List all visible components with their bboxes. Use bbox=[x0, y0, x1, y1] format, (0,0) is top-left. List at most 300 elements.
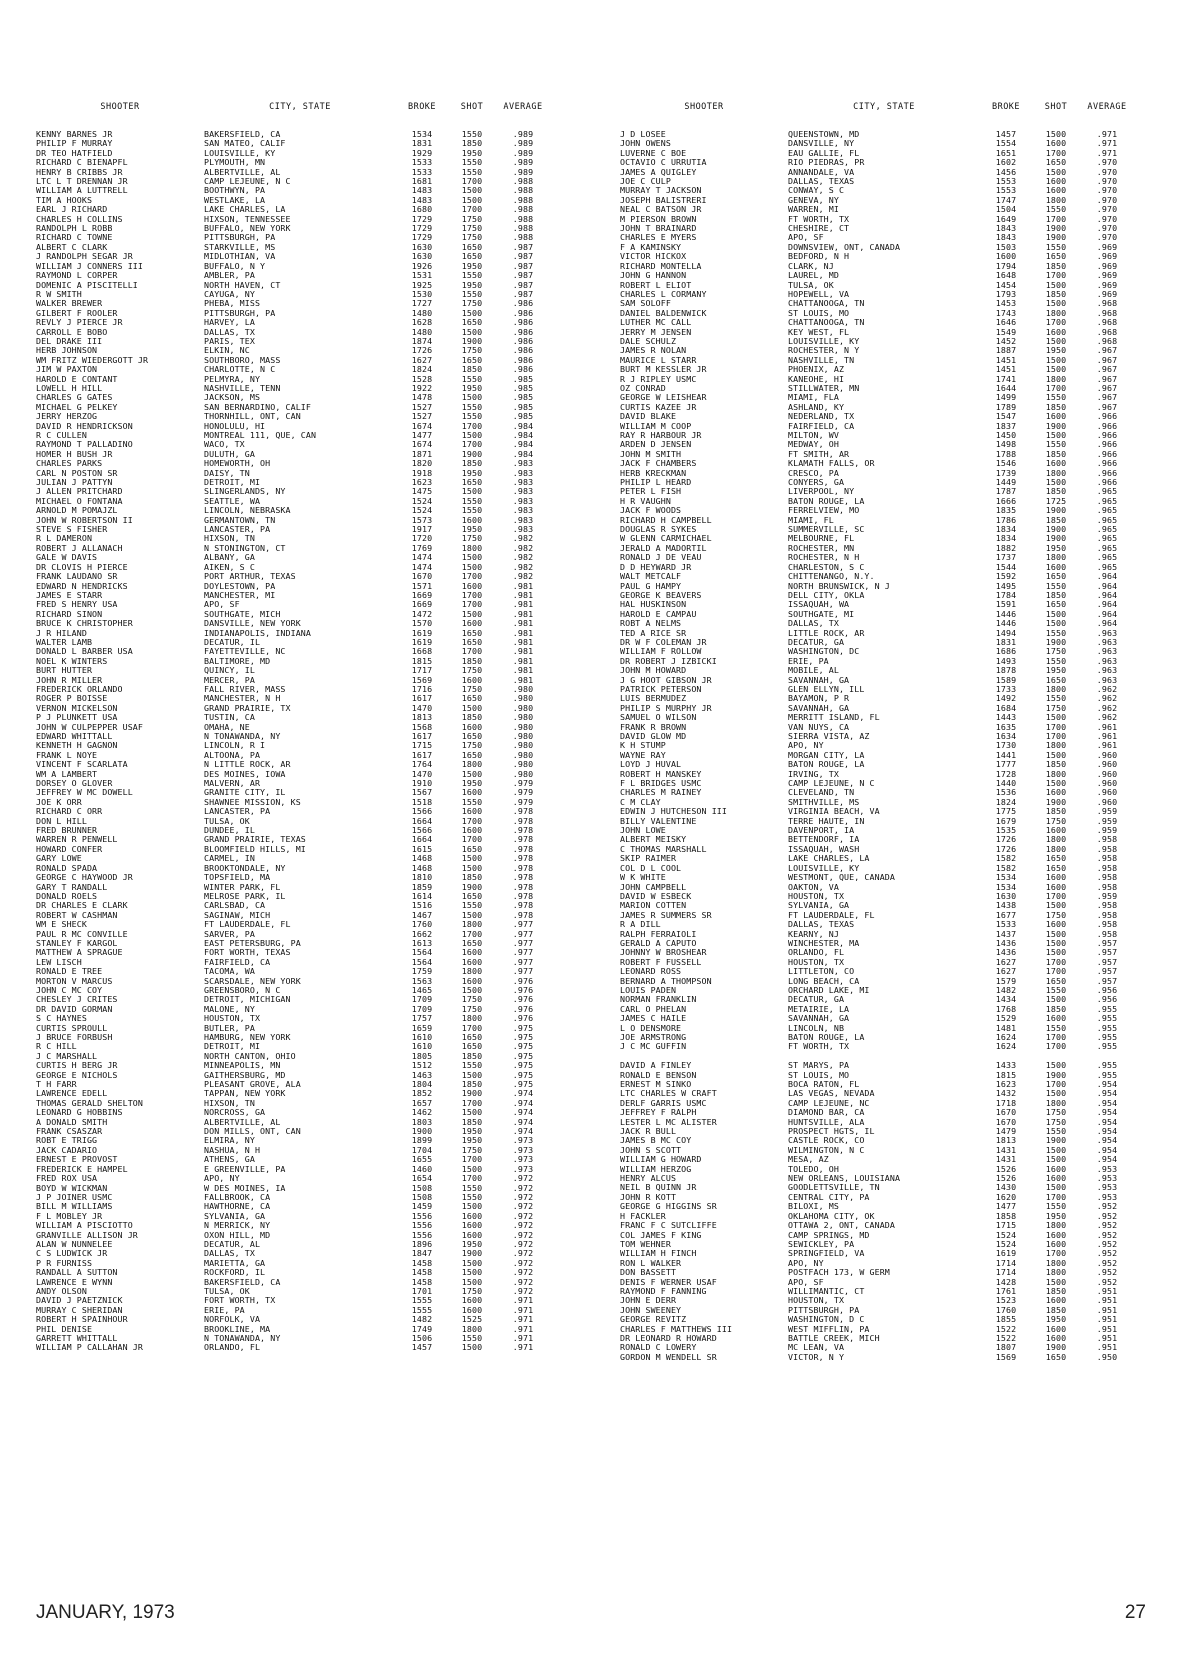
shot-count: 1600 bbox=[1045, 412, 1067, 422]
table-row bbox=[36, 1174, 626, 1183]
shooter-name: JERALD A MADORTIL bbox=[620, 543, 707, 553]
broke-count: 1477 bbox=[995, 1202, 1017, 1212]
broke-count: 1834 bbox=[995, 534, 1017, 544]
city-state: CASTLE ROCK, CO bbox=[788, 1136, 865, 1146]
average: .970 bbox=[1096, 195, 1118, 205]
table-row bbox=[36, 995, 626, 1004]
shooter-name: HERB KRECKMAN bbox=[620, 468, 687, 478]
shooter-name: CARROLL E BOBO bbox=[36, 327, 108, 337]
broke-count: 1610 bbox=[411, 1042, 433, 1052]
shot-count: 1700 bbox=[461, 421, 483, 431]
city-state: KLAMATH FALLS, OR bbox=[788, 459, 875, 469]
shooter-name: RAYMOND F FANNING bbox=[620, 1286, 707, 1296]
shooter-name: WILLIAM M COOP bbox=[620, 421, 692, 431]
page-number: 27 bbox=[1124, 1602, 1146, 1623]
shot-count: 1550 bbox=[461, 271, 483, 281]
broke-count: 1831 bbox=[995, 637, 1017, 647]
average: .987 bbox=[512, 271, 534, 281]
shot-count: 1700 bbox=[1045, 1192, 1067, 1202]
broke-count: 1815 bbox=[411, 656, 433, 666]
broke-count: 1760 bbox=[411, 920, 433, 930]
average: .976 bbox=[512, 1004, 534, 1014]
average: .980 bbox=[512, 703, 534, 713]
city-state: ANNANDALE, VA bbox=[788, 167, 855, 177]
average: .952 bbox=[1096, 1239, 1118, 1249]
table-row bbox=[620, 290, 1200, 299]
broke-count: 1714 bbox=[995, 1268, 1017, 1278]
average: .989 bbox=[512, 167, 534, 177]
shooter-name: WILLIAM P CALLAHAN JR bbox=[36, 1343, 143, 1353]
city-state: PHEBA, MISS bbox=[204, 299, 261, 309]
city-state: WASHINGTON, DC bbox=[788, 647, 860, 657]
broke-count: 1463 bbox=[411, 1070, 433, 1080]
shot-count: 1600 bbox=[1045, 459, 1067, 469]
shooter-name: DR CLOVIS H PIERCE bbox=[36, 562, 128, 572]
average: .985 bbox=[512, 412, 534, 422]
city-state: STILLWATER, MN bbox=[788, 383, 860, 393]
shot-count: 1700 bbox=[461, 816, 483, 826]
broke-count: 1824 bbox=[411, 365, 433, 375]
city-state: IRVING, TX bbox=[788, 769, 839, 779]
broke-count: 1644 bbox=[995, 383, 1017, 393]
table-row bbox=[36, 215, 626, 224]
city-state: ISSAQUAH, WA bbox=[788, 600, 850, 610]
shooter-name: PHILIP L HEARD bbox=[620, 478, 692, 488]
shooter-name: RICHARD H CAMPBELL bbox=[620, 515, 712, 525]
shooter-name: P R FURNISS bbox=[36, 1258, 93, 1268]
average: .967 bbox=[1096, 393, 1118, 403]
shooter-name: RICHARD C TOWNE bbox=[36, 233, 113, 243]
average: .962 bbox=[1096, 694, 1118, 704]
city-state: PELMYRA, NY bbox=[204, 374, 261, 384]
city-state: CHESHIRE, CT bbox=[788, 224, 850, 234]
shooter-name: NORMAN FRANKLIN bbox=[620, 995, 697, 1005]
city-state: WINTER PARK, FL bbox=[204, 882, 281, 892]
city-state: KANEOHE, HI bbox=[788, 374, 845, 384]
shot-count: 1500 bbox=[1045, 948, 1067, 958]
broke-count: 1726 bbox=[411, 346, 433, 356]
shot-count: 1850 bbox=[1045, 1004, 1067, 1014]
shot-count: 1750 bbox=[1045, 1117, 1067, 1127]
broke-count: 1805 bbox=[411, 1051, 433, 1061]
average: .986 bbox=[512, 336, 534, 346]
average: .959 bbox=[1096, 807, 1118, 817]
shooter-name: CHARLES G GATES bbox=[36, 393, 113, 403]
shooter-name: ALAN W NUNNELEE bbox=[36, 1239, 113, 1249]
broke-count: 1483 bbox=[411, 195, 433, 205]
average: .979 bbox=[512, 788, 534, 798]
broke-count: 1529 bbox=[995, 1014, 1017, 1024]
city-state: DAISY, TN bbox=[204, 468, 250, 478]
shot-count: 1750 bbox=[1045, 647, 1067, 657]
broke-count: 1810 bbox=[411, 873, 433, 883]
table-row bbox=[620, 1136, 1200, 1145]
broke-count: 1807 bbox=[995, 1343, 1017, 1353]
city-state: FT WORTH, TX bbox=[788, 214, 850, 224]
average: .970 bbox=[1096, 205, 1118, 215]
shooter-name: CURTIS H BERG JR bbox=[36, 1061, 118, 1071]
shooter-name: JEFFREY F RALPH bbox=[620, 1108, 697, 1118]
shot-count: 1600 bbox=[1045, 873, 1067, 883]
average: .970 bbox=[1096, 186, 1118, 196]
shot-count: 1650 bbox=[461, 252, 483, 262]
broke-count: 1815 bbox=[995, 1070, 1017, 1080]
shooter-name: GEORGE REVITZ bbox=[620, 1315, 687, 1325]
broke-count: 1556 bbox=[411, 1221, 433, 1231]
shooter-name: LUIS BERMUDEZ bbox=[620, 694, 687, 704]
broke-count: 1535 bbox=[995, 826, 1017, 836]
broke-count: 1624 bbox=[995, 1033, 1017, 1042]
table-row bbox=[620, 1099, 1200, 1108]
shooter-name: WILLIAM A PISCIOTTO bbox=[36, 1221, 133, 1231]
table-row bbox=[36, 290, 626, 299]
broke-count: 1709 bbox=[411, 1004, 433, 1014]
city-state: CARMEL, IN bbox=[204, 854, 255, 864]
city-state: ISSAQUAH, WASH bbox=[788, 844, 860, 854]
broke-count: 1508 bbox=[411, 1192, 433, 1202]
table-row bbox=[620, 158, 1200, 167]
shooter-name: WM FRITZ WIEDERGOTT JR bbox=[36, 355, 149, 365]
city-state: BETTENDORF, IA bbox=[788, 835, 860, 845]
shot-count: 1700 bbox=[1045, 722, 1067, 732]
broke-count: 1669 bbox=[411, 590, 433, 600]
average: .980 bbox=[512, 713, 534, 723]
table-row bbox=[36, 186, 626, 195]
shooter-name: JULIAN J PATTYN bbox=[36, 478, 113, 488]
shot-count: 1900 bbox=[1045, 224, 1067, 234]
city-state: LANCASTER, PA bbox=[204, 525, 271, 535]
broke-count: 1728 bbox=[995, 769, 1017, 779]
average: .987 bbox=[512, 280, 534, 290]
shooter-name: NOEL K WINTERS bbox=[36, 656, 108, 666]
city-state: CAMP LEJEUNE, N C bbox=[204, 177, 291, 187]
city-state: DECATUR, GA bbox=[788, 637, 845, 647]
city-state: SAGINAW, MICH bbox=[204, 910, 271, 920]
broke-count: 1630 bbox=[995, 891, 1017, 901]
average: .953 bbox=[1096, 1164, 1118, 1174]
shot-count: 1850 bbox=[461, 139, 483, 149]
shooter-name: DAVID BLAKE bbox=[620, 412, 677, 422]
broke-count: 1739 bbox=[995, 468, 1017, 478]
city-state: PITTSBURGH, PA bbox=[204, 233, 276, 243]
shot-count: 1700 bbox=[461, 835, 483, 845]
shot-count: 1650 bbox=[1045, 675, 1067, 685]
shooter-name: PHIL DENISE bbox=[36, 1324, 93, 1334]
shooter-name: LOUIS PADEN bbox=[620, 985, 677, 995]
average: .978 bbox=[512, 826, 534, 836]
shot-count: 1550 bbox=[461, 797, 483, 807]
shot-count: 1750 bbox=[1045, 1108, 1067, 1118]
shooter-name: JACK R BULL bbox=[620, 1127, 677, 1137]
shot-count: 1500 bbox=[461, 1277, 483, 1287]
city-state: TUSTIN, CA bbox=[204, 713, 255, 723]
broke-count: 1556 bbox=[411, 1211, 433, 1221]
broke-count: 1482 bbox=[411, 1315, 433, 1325]
table-row bbox=[620, 186, 1200, 195]
broke-count: 1433 bbox=[995, 1061, 1017, 1071]
table-row bbox=[36, 1061, 626, 1070]
shooter-name: R C CULLEN bbox=[36, 431, 87, 440]
shot-count: 1500 bbox=[1045, 995, 1067, 1005]
city-state: PROSPECT HGTS, IL bbox=[788, 1127, 875, 1137]
city-state: ROCHESTER, N Y bbox=[788, 346, 860, 356]
table-row bbox=[620, 751, 1200, 760]
city-state: LINCOLN, R I bbox=[204, 741, 266, 751]
shot-count: 1700 bbox=[461, 590, 483, 600]
broke-count: 1512 bbox=[411, 1061, 433, 1071]
shot-count: 1500 bbox=[1045, 938, 1067, 948]
shooter-name: LAWRENCE EDELL bbox=[36, 1089, 108, 1099]
table-row bbox=[36, 233, 626, 242]
table-row bbox=[620, 685, 1200, 694]
shot-count: 1900 bbox=[461, 882, 483, 892]
average: .964 bbox=[1096, 600, 1118, 610]
broke-count: 1627 bbox=[995, 967, 1017, 977]
shot-count: 1900 bbox=[1045, 233, 1067, 243]
broke-count: 1498 bbox=[995, 440, 1017, 450]
shot-count: 1900 bbox=[461, 1089, 483, 1099]
table-row bbox=[620, 582, 1200, 591]
shot-count: 1650 bbox=[1045, 158, 1067, 168]
average: .955 bbox=[1096, 1033, 1118, 1042]
table-row bbox=[620, 591, 1200, 600]
shot-count: 1950 bbox=[461, 1239, 483, 1249]
shot-count: 1500 bbox=[1045, 1183, 1067, 1193]
city-state: DON MILLS, ONT, CAN bbox=[204, 1127, 301, 1137]
table-row bbox=[620, 788, 1200, 797]
shooter-name: ANDY OLSON bbox=[36, 1286, 87, 1296]
shooter-name: GORDON M WENDELL SR bbox=[620, 1352, 717, 1362]
shot-count: 1600 bbox=[461, 807, 483, 817]
average: .985 bbox=[512, 374, 534, 384]
shooter-name: R L DAMERON bbox=[36, 534, 93, 544]
table-row bbox=[36, 657, 626, 666]
average: .962 bbox=[1096, 703, 1118, 713]
table-row bbox=[620, 1249, 1200, 1258]
broke-count: 1680 bbox=[411, 205, 433, 215]
shot-count: 1950 bbox=[1045, 346, 1067, 356]
average: .972 bbox=[512, 1202, 534, 1212]
table-row bbox=[36, 469, 626, 478]
shot-count: 1900 bbox=[1045, 525, 1067, 535]
shot-count: 1500 bbox=[461, 1268, 483, 1278]
average: .961 bbox=[1096, 732, 1118, 741]
broke-count: 1451 bbox=[995, 365, 1017, 375]
table-row bbox=[620, 1325, 1200, 1334]
shot-count: 1850 bbox=[1045, 1305, 1067, 1315]
city-state: DECATUR, AL bbox=[204, 1239, 261, 1249]
shooter-name: HERB JOHNSON bbox=[36, 346, 98, 356]
broke-count: 1472 bbox=[411, 609, 433, 619]
broke-count: 1449 bbox=[995, 478, 1017, 488]
table-row bbox=[620, 883, 1200, 892]
shot-count: 1600 bbox=[1045, 1333, 1067, 1343]
shooter-name: ALBERT MEISKY bbox=[620, 835, 687, 845]
shooter-name: SKIP RAIMER bbox=[620, 854, 677, 864]
broke-count: 1843 bbox=[995, 233, 1017, 243]
broke-count: 1452 bbox=[995, 336, 1017, 346]
table-row bbox=[620, 817, 1200, 826]
average: .983 bbox=[512, 515, 534, 525]
average: .959 bbox=[1096, 816, 1118, 826]
average: .965 bbox=[1096, 525, 1118, 535]
average: .978 bbox=[512, 901, 534, 911]
shooter-name: JACK F WOODS bbox=[620, 506, 682, 516]
shot-count: 1600 bbox=[461, 1296, 483, 1306]
broke-count: 1929 bbox=[411, 148, 433, 158]
broke-count: 1591 bbox=[995, 600, 1017, 610]
shot-count: 1550 bbox=[461, 1183, 483, 1193]
broke-count: 1820 bbox=[411, 459, 433, 469]
shooter-name: CHARLES E MYERS bbox=[620, 233, 697, 243]
table-row bbox=[36, 1005, 626, 1014]
broke-count: 1787 bbox=[995, 487, 1017, 497]
shot-count: 1500 bbox=[461, 186, 483, 196]
shooter-name: FREDERICK E HAMPEL bbox=[36, 1164, 128, 1174]
city-state: VICTOR, N Y bbox=[788, 1352, 845, 1362]
shooter-name: JOHN M SMITH bbox=[620, 449, 682, 459]
average: .958 bbox=[1096, 835, 1118, 845]
average: .966 bbox=[1096, 478, 1118, 488]
city-state: ST LOUIS, MO bbox=[788, 308, 850, 318]
shot-count: 1750 bbox=[461, 346, 483, 356]
table-row bbox=[36, 1108, 626, 1117]
table-row bbox=[620, 619, 1200, 628]
broke-count: 1432 bbox=[995, 1089, 1017, 1099]
broke-count: 1492 bbox=[995, 694, 1017, 704]
table-row bbox=[620, 205, 1200, 214]
table-row bbox=[620, 779, 1200, 788]
shot-count: 1800 bbox=[1045, 741, 1067, 751]
average: .963 bbox=[1096, 666, 1118, 676]
shot-count: 1700 bbox=[461, 440, 483, 450]
table-row bbox=[620, 845, 1200, 854]
broke-count: 1747 bbox=[995, 195, 1017, 205]
broke-count: 1451 bbox=[995, 355, 1017, 365]
broke-count: 1441 bbox=[995, 750, 1017, 760]
shot-count: 1500 bbox=[461, 1108, 483, 1118]
table-row bbox=[620, 911, 1200, 920]
average: .989 bbox=[512, 130, 534, 139]
average: .981 bbox=[512, 656, 534, 666]
city-state: TOPSFIELD, MA bbox=[204, 873, 271, 883]
table-row bbox=[36, 1155, 626, 1164]
table-row bbox=[620, 384, 1200, 393]
city-state: KEY WEST, FL bbox=[788, 327, 850, 337]
city-state: WARREN, MI bbox=[788, 205, 839, 215]
shot-count: 1850 bbox=[461, 365, 483, 375]
broke-count: 1436 bbox=[995, 938, 1017, 948]
city-state: BAKERSFIELD, CA bbox=[204, 130, 281, 139]
city-state: NORFOLK, VA bbox=[204, 1315, 261, 1325]
shot-count: 1750 bbox=[461, 1004, 483, 1014]
average: .978 bbox=[512, 854, 534, 864]
shot-count: 1600 bbox=[461, 675, 483, 685]
average: .975 bbox=[512, 1080, 534, 1090]
table-row bbox=[36, 713, 626, 722]
broke-count: 1715 bbox=[995, 1221, 1017, 1231]
shot-count: 1650 bbox=[461, 355, 483, 365]
broke-count: 1530 bbox=[411, 289, 433, 299]
shooter-name: FRANC F C SUTCLIFFE bbox=[620, 1221, 717, 1231]
broke-count: 1887 bbox=[995, 346, 1017, 356]
shooter-name: EARL J RICHARD bbox=[36, 205, 108, 215]
table-row bbox=[36, 177, 626, 186]
table-row bbox=[36, 694, 626, 703]
shooter-name: WALT METCALF bbox=[620, 572, 682, 582]
table-row bbox=[36, 243, 626, 252]
city-state: CENTRAL CITY, PA bbox=[788, 1192, 870, 1202]
shot-count: 1750 bbox=[1045, 703, 1067, 713]
table-row bbox=[36, 835, 626, 844]
broke-count: 1657 bbox=[411, 1098, 433, 1108]
header-average: AVERAGE bbox=[503, 102, 543, 112]
average: .966 bbox=[1096, 440, 1118, 450]
city-state: ELKIN, NC bbox=[204, 346, 250, 356]
broke-count: 1526 bbox=[995, 1164, 1017, 1174]
table-row bbox=[620, 393, 1200, 402]
shooter-name: JAMES C HAILE bbox=[620, 1014, 687, 1024]
table-row bbox=[36, 911, 626, 920]
average: .977 bbox=[512, 957, 534, 967]
broke-count: 1623 bbox=[411, 478, 433, 488]
average: .966 bbox=[1096, 449, 1118, 459]
table-row bbox=[36, 299, 626, 308]
city-state: ORLANDO, FL bbox=[788, 948, 845, 958]
shooter-name: ROBERT H SPAINHOUR bbox=[36, 1315, 128, 1325]
broke-count: 1523 bbox=[995, 1296, 1017, 1306]
average: .977 bbox=[512, 948, 534, 958]
city-state: SAN MATEO, CALIF bbox=[204, 139, 286, 149]
table-row bbox=[620, 676, 1200, 685]
average: .963 bbox=[1096, 647, 1118, 657]
city-state: TULSA, OK bbox=[204, 1286, 250, 1296]
table-row bbox=[36, 1212, 626, 1221]
table-row bbox=[36, 1165, 626, 1174]
city-state: WACO, TX bbox=[204, 440, 245, 450]
average: .952 bbox=[1096, 1258, 1118, 1268]
broke-count: 1522 bbox=[995, 1333, 1017, 1343]
broke-count: 1617 bbox=[411, 694, 433, 704]
average: .968 bbox=[1096, 308, 1118, 318]
table-row bbox=[36, 1343, 626, 1352]
city-state: LOUISVILLE, KY bbox=[788, 336, 860, 346]
average: .954 bbox=[1096, 1145, 1118, 1155]
table-row bbox=[36, 610, 626, 619]
city-state: N STONINGTON, CT bbox=[204, 543, 286, 553]
shooter-name: BRUCE K CHRISTOPHER bbox=[36, 619, 133, 629]
shooter-name: RANDOLPH L ROBB bbox=[36, 224, 113, 234]
table-row bbox=[620, 1183, 1200, 1192]
table-row bbox=[36, 826, 626, 835]
table-row bbox=[36, 534, 626, 543]
shot-count: 1550 bbox=[1045, 694, 1067, 704]
shot-count: 1800 bbox=[461, 920, 483, 930]
shot-count: 1500 bbox=[1045, 779, 1067, 789]
shooter-name: A DONALD SMITH bbox=[36, 1117, 108, 1127]
shot-count: 1600 bbox=[1045, 1230, 1067, 1240]
table-row bbox=[620, 224, 1200, 233]
shot-count: 1500 bbox=[461, 553, 483, 563]
city-state: GREENSBORO, N C bbox=[204, 985, 281, 995]
shot-count: 1600 bbox=[1045, 139, 1067, 149]
shooter-name: LEW LISCH bbox=[36, 957, 82, 967]
table-row bbox=[620, 356, 1200, 365]
shooter-name: HAROLD E CAMPAU bbox=[620, 609, 697, 619]
average: .969 bbox=[1096, 252, 1118, 262]
shooter-name: JOHN C MC COY bbox=[36, 985, 103, 995]
broke-count: 1483 bbox=[411, 186, 433, 196]
